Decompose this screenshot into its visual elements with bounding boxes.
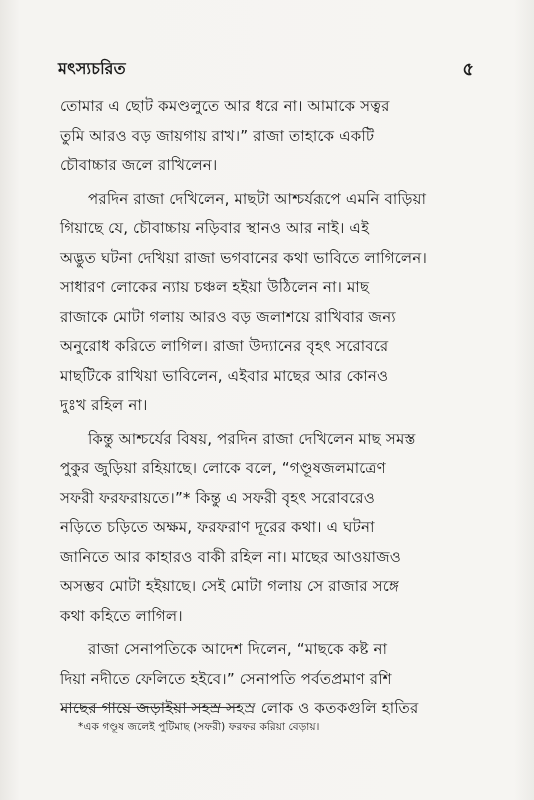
footnote: *এক গণ্ডূষ জলেই পুটিমাছ (সফরী) ফরফর করিয়া বেড়ায়। — [78, 721, 320, 733]
text-line: জানিতে আর কাহারও বাকী রহিল না। মাছের আওয়াজও — [60, 547, 402, 566]
text-line: কথা কহিতে লাগিল। — [60, 606, 183, 625]
running-title: মৎস্যচরিত — [58, 59, 126, 78]
text-line: গিয়াছে যে, চৌবাচ্চায় নড়িবার স্থানও আর নাই। এই — [60, 219, 370, 237]
text-line: নড়িতে চড়িতে অক্ষম, ফরফরাণ দূরের কথা। এ ঘটনা — [60, 518, 375, 536]
page-number: ৫ — [462, 59, 474, 80]
text-line: অনুরোধ করিতে লাগিল। রাজা উদ্যানের বৃহৎ সরোবরে — [60, 337, 389, 355]
text-line: সাধারণ লোকের ন্যায় চঞ্চল হইয়া উঠিলেন না। মাছ — [60, 278, 370, 296]
text-line: দুঃখ রহিল না। — [60, 396, 148, 414]
text-line: রাজা সেনাপতিকে আদেশ দিলেন, “মাছকে কষ্ট না — [88, 640, 388, 658]
text-line: কিন্তু আশ্চর্যের বিষয়, পরদিন রাজা দেখিলেন মাছ সমস্ত — [88, 429, 416, 448]
text-line: সফরী ফরফরায়তে।”* কিন্তু এ সফরী বৃহৎ সরোবরেও — [60, 488, 375, 507]
footnote-divider — [62, 707, 240, 708]
text-line: তুমি আরও বড় জায়গায় রাখ।” রাজা তাহাকে একটি — [60, 126, 375, 145]
running-head — [56, 56, 478, 84]
text-line: পুকুর জুড়িয়া রহিয়াছে। লোকে বলে, “গণ্ডূষজলমাত্রেণ — [60, 459, 386, 477]
text-line: তোমার এ ছোট কমণ্ডলুতে আর ধরে না। আমাকে সত্বর — [60, 97, 390, 115]
text-line: অদ্ভুত ঘটনা দেখিয়া রাজা ভগবানের কথা ভাবিতে লাগিলেন। — [60, 248, 427, 267]
body-text — [60, 92, 480, 724]
text-line: মাছটিকে রাখিয়া ভাবিলেন, এইবার মাছের আর কোনও — [60, 366, 389, 385]
text-line: চৌবাচ্চার জলে রাখিলেন। — [60, 156, 218, 174]
text-line: অসম্ভব মোটা হইয়াছে। সেই মোটা গলায় সে রাজার সঙ্গে — [60, 577, 400, 595]
text-line: দিয়া নদীতে ফেলিতে হইবে।” সেনাপতি পর্বতপ্রমাণ রশি — [60, 669, 392, 688]
text-line: মাছের গায়ে জড়াইয়া সহস্র সহস্র লোক ও কতকগুলি হাতির — [60, 699, 419, 717]
text-line: পরদিন রাজা দেখিলেন, মাছটা আশ্চর্যরূপে এমনি বাড়িয়া — [88, 189, 427, 208]
text-line: রাজাকে মোটা গলায় আরও বড় জলাশয়ে রাখিবার জন্য — [60, 307, 396, 326]
